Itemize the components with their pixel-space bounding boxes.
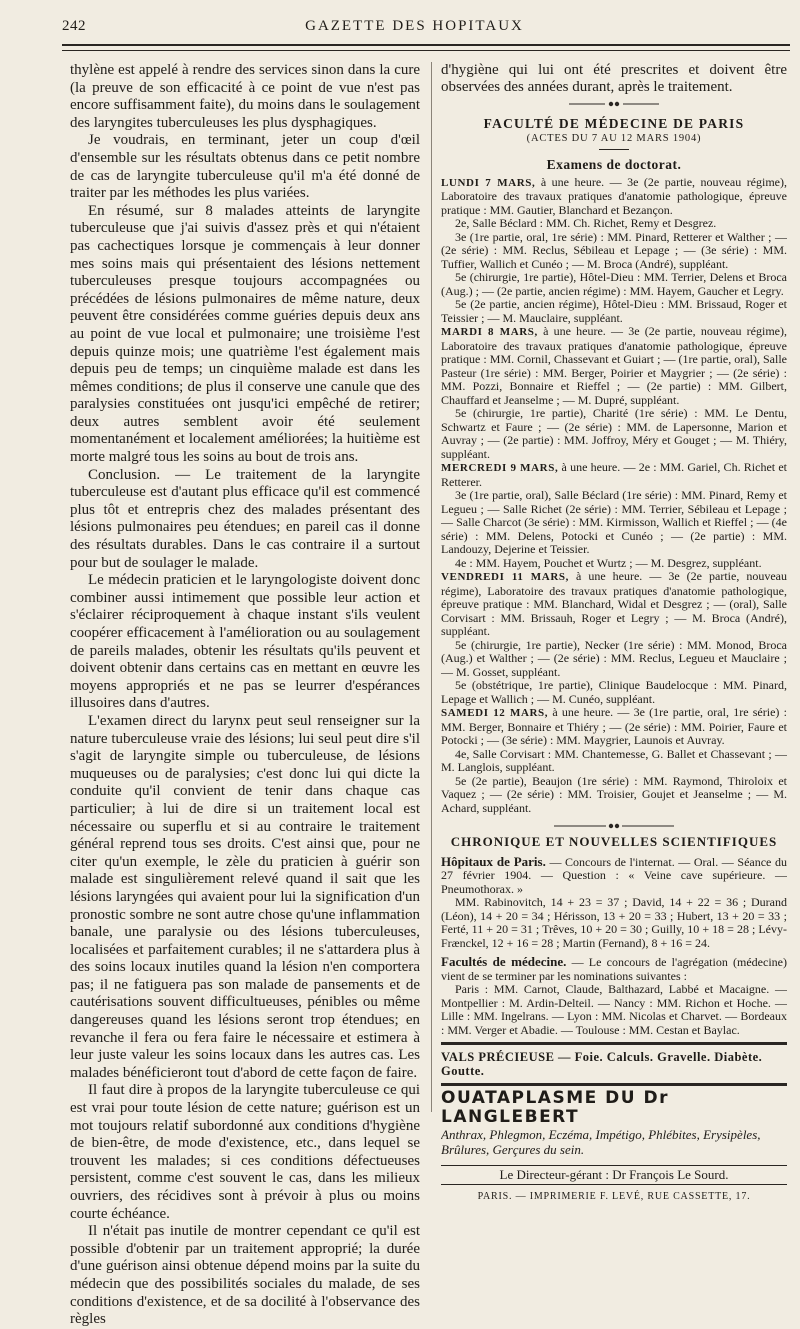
exam-entry [441, 325, 787, 407]
exam-text: 5e (2e partie), Beaujon (1re série) : MM. Raymond, Thiroloix et Vaquez ; — (2e série) : MM. Troisier, Goujet et Jeanselme ; — M. Achard, suppléant. [441, 773, 787, 815]
exam-text: à une heure. — 3e (2e partie, nouveau régime), Laboratoire des travaux pratiques d'anatomie pathologique, épreuve pratique : MM. Blanchard, Widal et Desgrez ; — (oral), Salle Corvisart : MM. Brissauh, Roger et Legry ; — M. Broca (André), suppléant. [441, 569, 787, 638]
exam-day: SAMEDI 12 MARS, [441, 707, 549, 719]
ad-rule [441, 1042, 787, 1045]
exam-text: 3e (1re partie, oral, 1re série) : MM. Pinard, Retterer et Walther ; — (2e série) : MM. Reclus, Sébileau et Lepage ; — (3e série) : MM. Tuffier, Wallich et Cunéo ; — M. Broca (André), suppléant. [441, 229, 787, 271]
section-title: FACULTÉ DE MÉDECINE DE PARIS [483, 116, 745, 131]
column-separator [431, 62, 432, 1112]
ad-rule [441, 1083, 787, 1086]
paragraph: Le médecin praticien et le laryngologiste doivent donc combiner aussi intimement que possible leur action et s'éclairer réciproquement à chaque instant s'ils veulent coopérer efficacement à l'amélioration ou au soulagement de pareils malades, obtenir les résultats qu'ils peuvent et doivent obtenir dans certains cas en mettant en œuvre les moyens appropriés et ne pas se leurrer d'espérances illusoires dans d'autres. [70, 572, 420, 712]
exam-text: à une heure. — 3e (2e partie, nouveau régime), Laboratoire des travaux pratiques d'anatomie pathologique, épreuve pratique : MM. Cornil, Chassevant et Guiart ; — (1re partie, oral), Salle Pasteur (1re série) : MM. Berger, Poirier et Maygrier ; — (2e série) : MM. Pozzi, Bonnaire et Rieffel ; — (2e partie) : MM. Gilbert, Chauffard et Jeanselme ; — M. Dupré, suppléant. [441, 324, 787, 407]
journal-title: GAZETTE DES HOPITAUX [305, 18, 524, 34]
exam-text: à une heure. — 3e (1re partie, oral, 1re série) : MM. Berger, Bonnaire et Thiéry ; — (2e série) : MM. Poirier, Faure et Potocki ; — (3e série) : MM. Maygrier, Launois et Auvray. [441, 705, 787, 747]
news-item [441, 855, 787, 897]
section-subtitle: (ACTES DU 7 AU 12 MARS 1904) [526, 132, 702, 144]
exam-entry [441, 176, 787, 218]
ornament-divider-icon [554, 823, 674, 829]
exam-entry [441, 748, 787, 775]
exam-text: 4e, Salle Corvisart : MM. Chantemesse, G. Ballet et Chassevant ; — M. Langlois, suppléant. [441, 746, 787, 774]
header-rule-thin [62, 50, 790, 51]
ornament-divider-icon [569, 101, 659, 107]
continuation-paragraph: d'hygiène qui lui ont été prescrites et doivent être observées des années durant, après le traitement. [441, 62, 787, 95]
ouataplasme-indications: Anthrax, Phlegmon, Eczéma, Impétigo, Phlébites, Erysipèles, Brûlures, Gerçures du sein. [441, 1127, 761, 1157]
vals-advertisement: VALS PRÉCIEUSE — Foie. Calculs. Gravelle. Diabète. Goutte. [441, 1050, 763, 1078]
section-title: CHRONIQUE ET NOUVELLES SCIENTIFIQUES [450, 834, 778, 849]
exam-entry [441, 557, 787, 571]
exam-entry [441, 639, 787, 680]
exam-text: 5e (chirurgie, 1re partie), Hôtel-Dieu : MM. Terrier, Delens et Broca (Aug.) ; — (2e partie, ancien régime) : MM. Hayem, Gaucher et Legry. [441, 270, 787, 298]
exam-entry [441, 231, 787, 272]
exam-text: 5e (obstétrique, 1re partie), Clinique Baudelocque : MM. Pinard, Lepage et Wallich ; — M. Cunéo, suppléant. [441, 678, 787, 706]
exam-entry [441, 679, 787, 706]
paragraph: Je voudrais, en terminant, jeter un coup d'œil d'ensemble sur les résultats obtenus dans ce petit nombre de cas de laryngite tuberculeuse qu'il m'a été donné de traiter par les méthodes les plus variées. [70, 132, 420, 202]
exam-day: MERCREDI 9 MARS, [441, 462, 559, 474]
exam-text: 4e : MM. Hayem, Pouchet et Wurtz ; — M. Desgrez, suppléant. [455, 555, 762, 570]
imprint-line: PARIS. — IMPRIMERIE F. LEVÉ, RUE CASSETTE, 17. [477, 1190, 751, 1202]
exam-entry [441, 706, 787, 748]
paragraph: En résumé, sur 8 malades atteints de laryngite tuberculeuse que j'ai suivis d'assez près et qui n'étaient pas cachectiques lorsque je commençais à leur donner mes soins mais qui présentaient des lésions nettement tuberculeuses presque toujours accompagnées ou précédées de lésions pulmonaires de même nature, deux peuvent être considérées comme guéries depuis deux ans au point de vue local et pulmonaire; une troisième l'est depuis quinze mois; une quatrième l'est également mais depuis peu de temps; un cinquième malade est dans les mêmes conditions; de plus il conserve une canule que des paralysies constituées ont jusqu'ici empêché de retirer; deux autres semblent avoir été seulement momentanément et localement améliorées; la huitième est morte malgré tous les soins au bout de trois ans. [70, 202, 420, 466]
exam-entry [441, 217, 787, 231]
exam-day: LUNDI 7 MARS, [441, 176, 536, 189]
subsection-title: Examens de doctorat. [546, 157, 682, 172]
exam-entry [441, 461, 787, 489]
paragraph: L'examen direct du larynx peut seul renseigner sur la nature tuberculeuse vraie des lésions; lui seul peut dire s'il s'agit de laryngite simple ou tuberculeuse, de lésions muqueuses ou de paralysies; c'est donc lui qui dicte la conduite qu'il convient de tenir dans chaque cas particulier; à lui de dire si un traitement local est nécessaire ou superflu et si au contraire le traitement général reprend tous ses droits. C'est ainsi que, pour ne citer qu'un exemple, le zèle du praticien à guérir son malade est singulièrement relevé quand il sait que les lésions laryngées qui avaient pour lui la signification d'un pronostic sombre ne sont autre chose qu'une inflammation banale, une paralysie ou des lésions tuberculeuses, localisées et parfaitement curables; il ne s'attardera plus à des soins locaux inutiles quand la lésion n'en comportera pas; il ne fatiguera pas son malade de pansements et de cautérisations souvent difficultueuses, pénibles ou même dangereuses quand les lésions seront trop étendues; en revanche il fera ou fera faire le nécessaire et estimera à leur juste valeur les soins locaux dans les autres cas. Les malades bénéficieront tout d'abord de cette façon de faire. [70, 712, 420, 1081]
left-column [70, 62, 420, 1329]
news-heading: Facultés de médecine. [441, 954, 567, 969]
paragraph: Il n'était pas inutile de montrer cependant ce qu'il est possible d'obtenir par un traitement approprié; la durée d'une guérison ainsi obtenue dépend moins par la suite du médecin que des possibilités sociales du malade, de ses conditions d'existence, et de sa docilité à l'observance des règles [70, 1223, 420, 1328]
exam-entry [441, 570, 787, 639]
paragraph: Il faut dire à propos de la laryngite tuberculeuse ce qui est vrai pour toute lésion de cette nature; guérison est un mot toujours relatif subordonné aux conditions d'hygiène de bien-être, de mode d'existence, etc., dans lequel se trouvent les malades; si ces conditions défectueuses persistent, comme c'est souvent le cas, dans les milieux ouvriers, des récidives sont à prévoir à plus ou moins courte échéance. [70, 1082, 420, 1222]
exam-list [441, 176, 787, 816]
exam-text: 5e (2e partie, ancien régime), Hôtel-Dieu : MM. Brissaud, Roger et Teissier ; — M. Mauclaire, suppléant. [441, 297, 787, 325]
exam-day: MARDI 8 MARS, [441, 326, 538, 338]
news-text: — Le concours de l'agrégation (médecine) vient de se terminer par les nominations suivantes : [441, 955, 787, 983]
header-rule-thick [62, 44, 790, 46]
exam-text: 2e, Salle Béclard : MM. Ch. Richet, Remy et Desgrez. [455, 216, 717, 230]
exam-entry [441, 271, 787, 298]
exam-text: à une heure. — 2e : MM. Gariel, Ch. Richet et Retterer. [441, 460, 787, 489]
ouataplasme-title: OUATAPLASME DU Dr LANGLEBERT [441, 1088, 669, 1127]
news-text: — Concours de l'internat. — Oral. — Séance du 27 février 1904. — Question : « Veine cave supérieure. — Pneumothorax. » [441, 854, 787, 896]
exam-entry [441, 298, 787, 325]
exam-text: 5e (chirurgie, 1re partie), Charité (1re série) : MM. Le Dentu, Schwartz et Faure ; — (2e série) : MM. de Lapersonne, Marion et Auvray ; — (2e partie) : MM. Joffroy, Méry et Gouget ; — M. Thiéry, suppléant. [441, 406, 787, 461]
exam-day: VENDREDI 11 MARS, [441, 571, 569, 583]
news-item [441, 955, 787, 983]
exam-entry [441, 407, 787, 461]
short-divider [599, 149, 629, 150]
running-header [62, 18, 767, 38]
news-heading: Hôpitaux de Paris. [441, 853, 546, 869]
paragraph: thylène est appelé à rendre des services sinon dans la cure (la preuve de son efficacité à ce point de vue n'est pas encore suffisamment faite), du moins dans le soulagement des laryngites tuberculeuses les plus dysphagiques. [70, 62, 420, 131]
exam-entry [441, 775, 787, 816]
paragraph: Conclusion. — Le traitement de la laryngite tuberculeuse est d'autant plus efficace qu'il est commencé plus tôt et entrepris chez des malades présentant des lésions pulmonaires peu étendues; en pareil cas il donne des résultats durables. Dans le cas contraire il a surtout pour but de soulager le malade. [70, 466, 420, 571]
nomination-list: Paris : MM. Carnot, Claude, Balthazard, Labbé et Macaigne. — Montpellier : M. Ardin-Delteil. — Nancy : MM. Richon et Hoche. — Lille : MM. Ingelrans. — Lyon : MM. Nicolas et Charvet. — Bordeaux : MM. Verger et Abadie. — Toulouse : MM. Cestan et Baylac. [441, 982, 787, 1037]
page-number: 242 [62, 18, 86, 34]
exam-text: 5e (chirurgie, 1re partie), Necker (1re série) : MM. Monod, Broca (Aug.) et Walther ; — (2e série) : MM. Reclus, Legueu et Mauclaire ; — M. Gosset, suppléant. [441, 637, 787, 679]
gerant-line: Le Directeur-gérant : Dr François Le Sourd. [441, 1165, 787, 1185]
score-list: MM. Rabinovitch, 14 + 23 = 37 ; David, 14 + 22 = 36 ; Durand (Léon), 14 + 20 = 34 ; Hérisson, 13 + 20 = 33 ; Hubert, 13 + 20 = 33 ; Ferté, 11 + 20 = 31 ; Trêves, 10 + 20 = 30 ; Guilly, 10 + 18 = 28 ; Lévy-Frænckel, 12 + 16 = 28 ; Martin (Fernand), 8 + 16 = 24. [441, 895, 787, 950]
exam-text: 3e (1re partie, oral), Salle Béclard (1re série) : MM. Pinard, Remy et Legueu ; — Salle Richet (2e série) : MM. Terrier, Sébileau et Lepage ; — Salle Charcot (3e série) : MM. Kirmisson, Wallich et Rieffel ; — (4e série) : MM. Delens, Potocki et Cunéo ; — (2e partie) : MM. Landouzy, Dejerine et Teissier. [441, 488, 787, 556]
exam-text: à une heure. — 3e (2e partie, nouveau régime), Laboratoire des travaux pratiques d'anatomie pathologique, épreuve pratique : MM. Gautier, Blanchard et Bezançon. [441, 174, 787, 217]
exam-entry [441, 489, 787, 557]
right-column [441, 62, 787, 1203]
